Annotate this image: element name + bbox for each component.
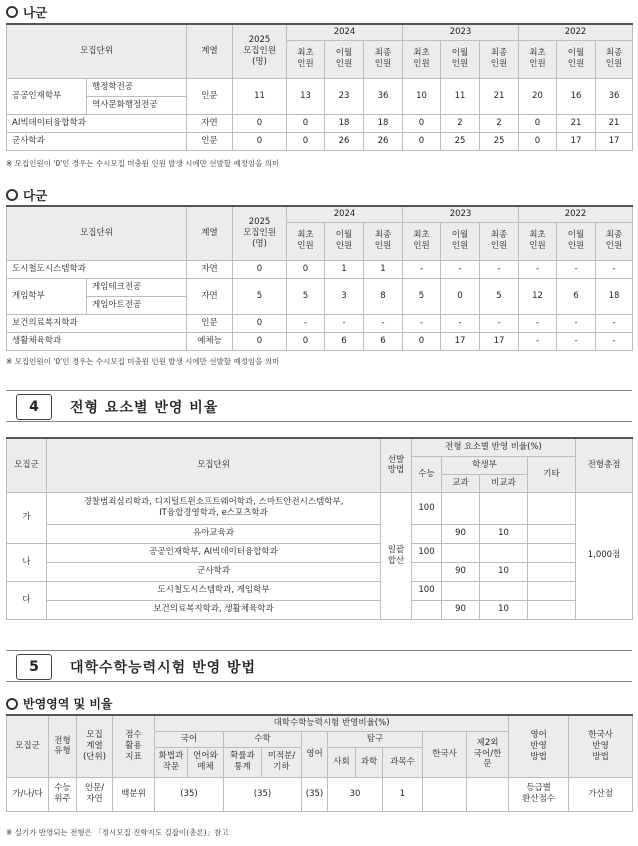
col-header-history: 한국사: [423, 731, 467, 777]
group-value: 가/나/다: [7, 777, 49, 811]
csat-value: 100: [412, 581, 442, 600]
data-row: [7, 314, 633, 332]
field-value: 인문: [187, 314, 233, 332]
major-name: 게임테크전공: [87, 278, 187, 296]
field-value: 인문/ 자연: [77, 777, 113, 811]
col-header-2023: 2023: [403, 206, 519, 222]
count-value: 20: [519, 78, 557, 114]
field-value: 인문: [187, 78, 233, 114]
col-header-carry: 이월 인원: [441, 222, 480, 260]
plan-value: 0: [233, 314, 287, 332]
nonsubject-value: [480, 543, 528, 562]
count-value: 17: [596, 132, 633, 150]
count-value: 10: [403, 78, 441, 114]
col-header-carry: 이월 인원: [325, 40, 364, 78]
subsection-title: 반영영역 및 비율: [23, 697, 113, 711]
unit-list: 군사학과: [47, 562, 381, 581]
count-value: -: [596, 332, 633, 350]
col-header-final: 최종 인원: [364, 40, 403, 78]
count-value: 17: [557, 132, 596, 150]
unit-list: 공공인재학부, AI빅데이터융합학과: [47, 543, 381, 562]
subject-value: 90: [442, 562, 480, 581]
plan-value: 0: [233, 260, 287, 278]
hist-method-value: 가산점: [569, 777, 633, 811]
count-value: -: [480, 314, 519, 332]
table-na: [6, 23, 633, 151]
plan-value: 0: [233, 332, 287, 350]
col-header-score: 점수 활용 지표: [113, 715, 155, 777]
col-header-hist-method: 한국사 반영 방법: [569, 715, 633, 777]
count-value: 25: [441, 132, 480, 150]
section-heading-da: [6, 186, 47, 204]
total-value: 1,000점: [576, 492, 633, 619]
count-value: 11: [441, 78, 480, 114]
method-value: 일괄 합산: [381, 492, 412, 619]
count-value: 2: [480, 114, 519, 132]
count-value: -: [441, 314, 480, 332]
major-name: 행정학전공: [87, 78, 187, 96]
math-value: (35): [224, 777, 302, 811]
major-name: 역사문화행정전공: [87, 96, 187, 114]
dept-name: 보건의료복지학과: [7, 314, 187, 332]
col-header-school: 학생부: [442, 456, 528, 474]
col-header-nonsubject: 비교과: [480, 474, 528, 492]
circle-bullet-icon: [6, 6, 18, 18]
dept-name: 공공인재학부: [7, 78, 87, 114]
col-header-final: 최종 인원: [480, 222, 519, 260]
col-header-count: 과목수: [383, 747, 423, 777]
count-value: -: [403, 260, 441, 278]
count-value: -: [557, 332, 596, 350]
unit-list: 보건의료복지학과, 생활체육학과: [47, 600, 381, 619]
count-value: 13: [287, 78, 325, 114]
field-value: 인문: [187, 132, 233, 150]
count-value: 18: [364, 114, 403, 132]
count-value: -: [403, 314, 441, 332]
csat-value: [412, 600, 442, 619]
history-value: [423, 777, 467, 811]
col-header-carry: 이월 인원: [441, 40, 480, 78]
dept-name: 생활체육학과: [7, 332, 187, 350]
count-value: 5: [403, 278, 441, 314]
count-value: 26: [325, 132, 364, 150]
section-number: 4: [16, 394, 52, 420]
col-header-method: 선발 방법: [381, 438, 412, 492]
count-value: 0: [403, 114, 441, 132]
count-value: 17: [480, 332, 519, 350]
note-na: ※ 모집인원이 '0'인 경우는 수시모집 미충원 인원 발생 시에만 선발할 예정임을 의미: [6, 159, 280, 168]
col-header-final: 최종 인원: [596, 222, 633, 260]
col-header-math: 수학: [224, 731, 302, 747]
count-value: 12: [519, 278, 557, 314]
count-value: 16: [557, 78, 596, 114]
header-row: [7, 715, 633, 731]
col-header-first: 최초 인원: [403, 40, 441, 78]
dept-name: AI빅데이터융합학과: [7, 114, 187, 132]
col-header-ratio: 전형 요소별 반영 비율(%): [412, 438, 576, 456]
section-title: 대학수학능력시험 반영 방법: [70, 660, 257, 676]
count-value: 0: [519, 132, 557, 150]
type-value: 수능 위주: [49, 777, 77, 811]
count-value: 0: [287, 332, 325, 350]
data-row: [7, 600, 633, 619]
group-label: 가: [7, 492, 47, 543]
data-row: [7, 492, 633, 524]
data-row: [7, 524, 633, 543]
count-value: 21: [596, 114, 633, 132]
col-header-group: 모집군: [7, 438, 47, 492]
subject-value: 90: [442, 600, 480, 619]
count-value: 0: [287, 114, 325, 132]
etc-value: [528, 600, 576, 619]
count-value: 0: [403, 132, 441, 150]
col-header-2022: 2022: [519, 206, 633, 222]
score-value: 백분위: [113, 777, 155, 811]
table-csat-method: [6, 714, 633, 812]
count-value: 18: [596, 278, 633, 314]
col-header-final: 최종 인원: [596, 40, 633, 78]
col-header-kor1: 화법과 작문: [155, 747, 188, 777]
col-header-final: 최종 인원: [480, 40, 519, 78]
count-value: 1: [383, 777, 423, 811]
korean-value: (35): [155, 777, 224, 811]
col-header-field: 계열: [187, 206, 233, 260]
count-value: -: [519, 332, 557, 350]
dept-name: 도시철도시스템학과: [7, 260, 187, 278]
col-header-unit: 모집단위: [7, 206, 187, 260]
col-header-field: 모집 계열 (단위): [77, 715, 113, 777]
count-value: 25: [480, 132, 519, 150]
subject-value: [442, 581, 480, 600]
count-value: 0: [287, 132, 325, 150]
count-value: -: [364, 314, 403, 332]
etc-value: [528, 492, 576, 524]
col-header-type: 전형 유형: [49, 715, 77, 777]
col-header-2024: 2024: [287, 206, 403, 222]
count-value: 23: [325, 78, 364, 114]
etc-value: [528, 581, 576, 600]
inquiry-value: 30: [328, 777, 383, 811]
col-header-korean: 국어: [155, 731, 224, 747]
field-value: 자연: [187, 260, 233, 278]
col-header-english: 영어: [302, 731, 328, 777]
count-value: 0: [441, 278, 480, 314]
count-value: 6: [325, 332, 364, 350]
field-value: 자연: [187, 114, 233, 132]
col-header-total: 전형총점: [576, 438, 633, 492]
csat-value: 100: [412, 492, 442, 524]
csat-value: [412, 562, 442, 581]
count-value: 6: [364, 332, 403, 350]
nonsubject-value: 10: [480, 600, 528, 619]
count-value: -: [519, 314, 557, 332]
count-value: 3: [325, 278, 364, 314]
data-row: [7, 543, 633, 562]
count-value: 0: [519, 114, 557, 132]
section-heading-na: [6, 3, 47, 21]
count-value: 5: [287, 278, 325, 314]
col-header-math2: 미적분/ 기하: [262, 747, 302, 777]
count-value: 18: [325, 114, 364, 132]
plan-value: 0: [233, 132, 287, 150]
note-s5: ※ 실기가 반영되는 전형은 「정시모집 진학지도 길잡이(총론)」참고: [6, 828, 229, 837]
col-header-carry: 이월 인원: [325, 222, 364, 260]
col-header-group: 모집군: [7, 715, 49, 777]
count-value: 21: [557, 114, 596, 132]
count-value: 0: [403, 332, 441, 350]
col-header-unit: 모집단위: [7, 24, 187, 78]
csat-value: [412, 524, 442, 543]
plan-value: 0: [233, 114, 287, 132]
data-row: [7, 581, 633, 600]
etc-value: [528, 524, 576, 543]
col-header-first: 최초 인원: [287, 40, 325, 78]
dept-name: 게임학부: [7, 278, 87, 314]
count-value: -: [325, 314, 364, 332]
col-header-eng-method: 영어 반영 방법: [509, 715, 569, 777]
col-header-kor2: 언어와 매체: [188, 747, 224, 777]
header-row: [7, 438, 633, 456]
section-title: 전형 요소별 반영 비율: [70, 400, 219, 416]
header-row: [7, 24, 633, 40]
data-row: [7, 562, 633, 581]
plan-value: 11: [233, 78, 287, 114]
header-row: [7, 206, 633, 222]
section-4-header: [6, 390, 632, 422]
data-row: [7, 132, 633, 150]
col-header-field: 계열: [187, 24, 233, 78]
col-header-first: 최초 인원: [519, 40, 557, 78]
unit-list: 경찰범죄심리학과, 디지털트윈소프트웨어학과, 스마트안전시스템학부, IT융합경영학과, e스포츠학과: [47, 492, 381, 524]
col-header-ratio: 대학수학능력시험 반영비율(%): [155, 715, 509, 731]
data-row: [7, 332, 633, 350]
section-title: 다군: [23, 188, 48, 203]
count-value: -: [480, 260, 519, 278]
data-row: [7, 278, 633, 296]
section-5-header: [6, 650, 632, 682]
nonsubject-value: [480, 581, 528, 600]
col-header-final: 최종 인원: [364, 222, 403, 260]
col-header-subject: 교과: [442, 474, 480, 492]
table-da: [6, 205, 633, 351]
table-selection-ratio: [6, 437, 633, 620]
col-header-2023: 2023: [403, 24, 519, 40]
col-header-etc: 기타: [528, 456, 576, 492]
second-lang-value: [467, 777, 509, 811]
count-value: 0: [287, 260, 325, 278]
circle-bullet-icon: [6, 189, 18, 201]
section-title: 나군: [23, 5, 48, 20]
unit-list: 도시철도시스템학과, 게임학부: [47, 581, 381, 600]
nonsubject-value: [480, 492, 528, 524]
data-row: [7, 777, 633, 811]
col-header-science: 과학: [356, 747, 383, 777]
count-value: -: [596, 314, 633, 332]
count-value: -: [557, 314, 596, 332]
english-value: (35): [302, 777, 328, 811]
unit-list: 유아교육과: [47, 524, 381, 543]
col-header-math1: 확률과 통계: [224, 747, 262, 777]
count-value: 17: [441, 332, 480, 350]
count-value: -: [557, 260, 596, 278]
col-header-csat: 수능: [412, 456, 442, 492]
note-da: ※ 모집인원이 '0'인 경우는 수시모집 미충원 인원 발생 시에만 선발할 예정임을 의미: [6, 357, 280, 366]
count-value: 21: [480, 78, 519, 114]
subject-value: 90: [442, 524, 480, 543]
group-label: 나: [7, 543, 47, 581]
col-header-second-lang: 제2외 국어/한 문: [467, 731, 509, 777]
col-header-plan-2025: 2025 모집인원 (명): [233, 206, 287, 260]
section-number: 5: [16, 654, 52, 680]
col-header-first: 최초 인원: [519, 222, 557, 260]
subsection-heading: [6, 695, 113, 712]
field-value: 예체능: [187, 332, 233, 350]
col-header-inquiry: 탐구: [328, 731, 423, 747]
subject-value: [442, 492, 480, 524]
count-value: 36: [364, 78, 403, 114]
count-value: -: [519, 260, 557, 278]
csat-value: 100: [412, 543, 442, 562]
count-value: 26: [364, 132, 403, 150]
col-header-plan-2025: 2025 모집인원 (명): [233, 24, 287, 78]
count-value: 1: [364, 260, 403, 278]
count-value: 5: [480, 278, 519, 314]
count-value: -: [596, 260, 633, 278]
count-value: 6: [557, 278, 596, 314]
count-value: 8: [364, 278, 403, 314]
count-value: 1: [325, 260, 364, 278]
group-label: 다: [7, 581, 47, 619]
nonsubject-value: 10: [480, 562, 528, 581]
major-name: 게임아트전공: [87, 296, 187, 314]
col-header-social: 사회: [328, 747, 356, 777]
count-value: -: [441, 260, 480, 278]
field-value: 자연: [187, 278, 233, 314]
subject-value: [442, 543, 480, 562]
count-value: 2: [441, 114, 480, 132]
etc-value: [528, 562, 576, 581]
col-header-first: 최초 인원: [403, 222, 441, 260]
data-row: [7, 78, 633, 96]
circle-bullet-icon: [6, 698, 18, 710]
col-header-carry: 이월 인원: [557, 222, 596, 260]
col-header-2022: 2022: [519, 24, 633, 40]
col-header-unit: 모집단위: [47, 438, 381, 492]
col-header-carry: 이월 인원: [557, 40, 596, 78]
etc-value: [528, 543, 576, 562]
count-value: -: [287, 314, 325, 332]
count-value: 36: [596, 78, 633, 114]
data-row: [7, 114, 633, 132]
dept-name: 군사학과: [7, 132, 187, 150]
nonsubject-value: 10: [480, 524, 528, 543]
col-header-2024: 2024: [287, 24, 403, 40]
plan-value: 5: [233, 278, 287, 314]
data-row: [7, 260, 633, 278]
col-header-first: 최초 인원: [287, 222, 325, 260]
eng-method-value: 등급별 환산점수: [509, 777, 569, 811]
